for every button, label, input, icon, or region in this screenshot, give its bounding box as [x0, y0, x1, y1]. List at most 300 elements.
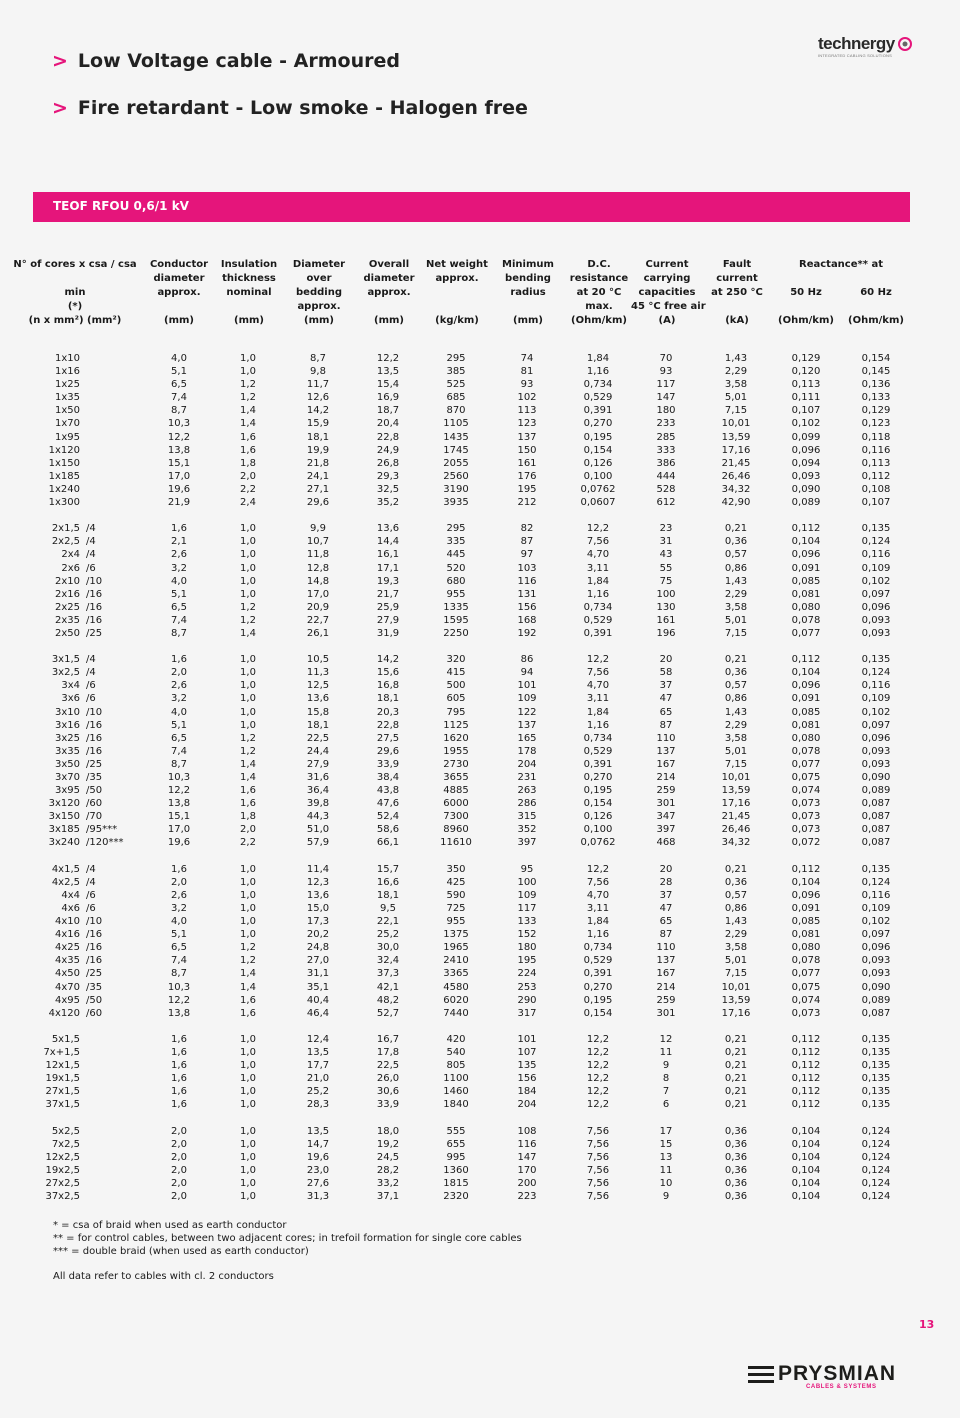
dc-resistance-cell: 12,2 [586, 1046, 610, 1058]
earth-csa: /50 [86, 994, 103, 1006]
bedding-diameter-cell: 20,2 [306, 929, 330, 941]
prysmian-bars-icon [748, 1366, 774, 1384]
bedding-diameter-cell: 36,4 [306, 785, 330, 797]
insulation-thickness-cell: 1,0 [240, 1125, 256, 1137]
technergy-logo-text: technergy [818, 34, 895, 53]
conductor-diameter-cell: 4,0 [171, 916, 187, 928]
net-weight-cell: 1375 [443, 929, 469, 941]
conductor-diameter-cell: 2,0 [171, 1177, 187, 1189]
insulation-thickness-cell: 1,0 [240, 523, 256, 535]
dc-resistance-cell: 0,0762 [580, 483, 616, 495]
fault-current-cell: 0,36 [724, 876, 748, 888]
reactance-60hz-cell: 0,124 [861, 1191, 891, 1202]
dc-resistance-cell: 0,126 [583, 811, 613, 823]
conductor-diameter-cell: 10,3 [167, 981, 191, 993]
reactance-60hz-cell: 0,124 [861, 1151, 891, 1163]
insulation-thickness-cell: 1,2 [240, 601, 256, 613]
net-weight-cell: 2250 [443, 627, 469, 639]
bending-radius-cell: 204 [517, 1099, 537, 1111]
dc-resistance-cell: 7,56 [586, 667, 610, 679]
conductor-diameter-cell: 2,6 [171, 549, 187, 561]
current-capacity-cell: 47 [659, 693, 673, 705]
insulation-thickness-cell: 1,2 [240, 392, 256, 404]
conductor-diameter-cell: 15,1 [167, 811, 191, 823]
cores-csa-cell [30, 915, 110, 928]
bending-radius-cell: 137 [517, 719, 537, 731]
reactance-60hz-cell: 0,116 [861, 444, 891, 456]
table-row [0, 836, 960, 849]
reactance-60hz-cell: 0,112 [861, 470, 891, 482]
reactance-60hz-cell: 0,124 [861, 536, 891, 548]
fault-current-cell: 34,32 [721, 837, 751, 849]
conductor-diameter-cell: 13,8 [167, 1007, 191, 1019]
reactance-50hz-cell: 0,081 [791, 929, 821, 941]
cores-csa: 37x1,5 [45, 1099, 80, 1111]
earth-csa: /10 [86, 706, 103, 718]
reactance-50hz-cell: 0,090 [791, 483, 821, 495]
fault-current-cell: 0,36 [724, 1125, 748, 1137]
table-row [0, 823, 960, 836]
dc-resistance-cell: 0,100 [583, 470, 613, 482]
fault-current-cell: 13,59 [721, 785, 751, 797]
fault-current-cell: 0,57 [724, 680, 748, 692]
net-weight-cell: 805 [446, 1060, 466, 1072]
reactance-60hz-cell: 0,135 [861, 1099, 891, 1111]
current-capacity-cell: 65 [659, 706, 673, 718]
cores-csa: 1x120 [48, 444, 80, 456]
fault-current-cell: 0,21 [724, 863, 748, 875]
column-header-line [841, 258, 911, 272]
table-row [0, 588, 960, 601]
reactance-50hz-cell: 0,096 [791, 889, 821, 901]
reactance-60hz-cell: 0,096 [861, 942, 891, 954]
column-header-line [10, 272, 140, 286]
table-row [0, 758, 960, 771]
insulation-thickness-cell: 1,2 [240, 745, 256, 757]
bedding-diameter-cell: 14,2 [306, 405, 330, 417]
reactance-50hz-cell: 0,112 [791, 1060, 821, 1072]
cores-csa-cell [30, 967, 110, 980]
conductor-diameter-cell: 1,6 [171, 863, 187, 875]
table-row [0, 378, 960, 391]
overall-diameter-cell: 29,3 [376, 470, 400, 482]
bedding-diameter-cell: 17,7 [306, 1060, 330, 1072]
net-weight-cell: 1100 [443, 1073, 469, 1085]
net-weight-cell: 2320 [443, 1191, 469, 1202]
bending-radius-cell: 113 [517, 405, 537, 417]
column-header-12 [841, 258, 911, 330]
reactance-50hz-cell: 0,073 [791, 811, 821, 823]
earth-csa: /60 [86, 1007, 103, 1019]
reactance-60hz-cell: 0,135 [861, 523, 891, 535]
conductor-diameter-cell: 2,0 [171, 1138, 187, 1150]
overall-diameter-cell: 28,2 [376, 1164, 400, 1176]
bending-radius-cell: 82 [520, 523, 534, 535]
dc-resistance-cell: 7,56 [586, 536, 610, 548]
net-weight-cell: 955 [446, 916, 466, 928]
cores-csa: 3x4 [61, 680, 80, 692]
current-capacity-cell: 233 [656, 418, 676, 430]
cores-csa-cell [30, 378, 110, 391]
bending-radius-cell: 131 [517, 588, 537, 600]
insulation-thickness-cell: 1,2 [240, 732, 256, 744]
table-row [0, 863, 960, 876]
insulation-thickness-cell: 1,0 [240, 680, 256, 692]
table-row [0, 1177, 960, 1190]
bending-radius-cell: 101 [517, 1033, 537, 1045]
column-header-line: Minimum [502, 259, 554, 270]
current-capacity-cell: 31 [659, 536, 673, 548]
cores-csa-cell [30, 679, 110, 692]
bedding-diameter-cell: 15,0 [306, 902, 330, 914]
fault-current-cell: 0,21 [724, 1046, 748, 1058]
conductor-diameter-cell: 7,4 [171, 955, 187, 967]
bending-radius-cell: 107 [517, 1046, 537, 1058]
cores-csa-cell [30, 404, 110, 417]
bending-radius-cell: 224 [517, 968, 537, 980]
reactance-60hz-cell: 0,124 [861, 876, 891, 888]
column-header-line: N° of cores x csa / csa [13, 259, 137, 270]
net-weight-cell: 605 [446, 693, 466, 705]
net-weight-cell: 4885 [443, 785, 469, 797]
technergy-logo-tagline: INTEGRATED CABLING SOLUTIONS [818, 53, 892, 58]
net-weight-cell: 295 [446, 523, 466, 535]
current-capacity-cell: 75 [659, 575, 673, 587]
fault-current-cell: 0,57 [724, 549, 748, 561]
bending-radius-cell: 156 [517, 601, 537, 613]
table-row [0, 1007, 960, 1020]
earth-csa: /35 [86, 772, 103, 783]
overall-diameter-cell: 22,8 [376, 431, 400, 443]
fault-current-cell: 2,29 [724, 929, 748, 941]
cores-csa: 2x2,5 [51, 536, 80, 548]
overall-diameter-cell: 33,9 [376, 1099, 400, 1111]
net-weight-cell: 995 [446, 1151, 466, 1163]
current-capacity-cell: 386 [656, 457, 676, 469]
reactance-60hz-cell: 0,135 [861, 1046, 891, 1058]
insulation-thickness-cell: 1,0 [240, 536, 256, 548]
insulation-thickness-cell: 1,2 [240, 955, 256, 967]
conductor-diameter-cell: 5,1 [171, 929, 187, 941]
reactance-50hz-cell: 0,102 [791, 418, 821, 430]
reactance-50hz-cell: 0,080 [791, 732, 821, 744]
reactance-60hz-cell: 0,123 [861, 418, 891, 430]
dc-resistance-cell: 1,84 [586, 575, 610, 587]
conductor-diameter-cell: 13,8 [167, 798, 191, 810]
insulation-thickness-cell: 1,0 [240, 1046, 256, 1058]
conductor-diameter-cell: 7,4 [171, 745, 187, 757]
fault-current-cell: 5,01 [724, 745, 748, 757]
reactance-60hz-cell: 0,108 [861, 483, 891, 495]
reactance-50hz-cell: 0,091 [791, 562, 821, 574]
column-header-line: resistance [569, 273, 629, 284]
cores-csa: 19x1,5 [45, 1073, 80, 1085]
cores-csa-cell [30, 889, 110, 902]
table-row [0, 941, 960, 954]
earth-csa: /10 [86, 916, 103, 928]
overall-diameter-cell: 52,4 [376, 811, 400, 823]
column-header-line: at 250 °C [711, 287, 763, 298]
column-header-line: Fault [722, 259, 752, 270]
bedding-diameter-cell: 27,9 [306, 758, 330, 770]
table-row [0, 876, 960, 889]
cores-csa: 12x1,5 [45, 1060, 80, 1072]
table-row [0, 954, 960, 967]
earth-csa: /4 [86, 654, 96, 666]
bedding-diameter-cell: 9,8 [310, 366, 326, 378]
cores-csa-cell [30, 653, 110, 666]
current-capacity-cell: 528 [656, 483, 676, 495]
conductor-diameter-cell: 10,3 [167, 772, 191, 783]
fault-current-cell: 21,45 [721, 811, 751, 823]
overall-diameter-cell: 19,2 [376, 1138, 400, 1150]
conductor-diameter-cell: 3,2 [171, 902, 187, 914]
bedding-diameter-cell: 24,8 [306, 942, 330, 954]
conductor-diameter-cell: 12,2 [167, 431, 191, 443]
conductor-diameter-cell: 2,1 [171, 536, 187, 548]
bedding-diameter-cell: 10,7 [306, 536, 330, 548]
dc-resistance-cell: 0,529 [583, 614, 613, 626]
column-header-5 [421, 258, 493, 330]
column-unit: (A) [658, 315, 676, 326]
reactance-50hz-cell: 0,104 [791, 1164, 821, 1176]
bedding-diameter-cell: 27,1 [306, 483, 330, 495]
insulation-thickness-cell: 1,2 [240, 942, 256, 954]
net-weight-cell: 555 [446, 1125, 466, 1137]
conductor-diameter-cell: 1,6 [171, 1046, 187, 1058]
reactance-60hz-cell: 0,124 [861, 1164, 891, 1176]
overall-diameter-cell: 14,2 [376, 654, 400, 666]
reactance-60hz-cell: 0,118 [861, 431, 891, 443]
cores-csa: 1x150 [48, 457, 80, 469]
overall-diameter-cell: 16,6 [376, 876, 400, 888]
conductor-diameter-cell: 4,0 [171, 575, 187, 587]
bedding-diameter-cell: 11,3 [306, 667, 330, 679]
overall-diameter-cell: 19,3 [376, 575, 400, 587]
current-capacity-cell: 161 [656, 614, 676, 626]
insulation-thickness-cell: 1,0 [240, 1191, 256, 1202]
cores-csa: 3x35 [54, 745, 80, 757]
bending-radius-cell: 317 [517, 1007, 537, 1019]
insulation-thickness-cell: 1,6 [240, 431, 256, 443]
table-row [0, 417, 960, 430]
cores-csa-cell [30, 1007, 110, 1020]
bedding-diameter-cell: 12,8 [306, 562, 330, 574]
cores-csa-cell [30, 1072, 110, 1085]
insulation-thickness-cell: 1,0 [240, 1099, 256, 1111]
overall-diameter-cell: 26,0 [376, 1073, 400, 1085]
conductor-diameter-cell: 1,6 [171, 523, 187, 535]
group-gap [0, 640, 960, 653]
cores-csa: 4x4 [61, 889, 80, 901]
reactance-50hz-cell: 0,112 [791, 1033, 821, 1045]
reactance-50hz-cell: 0,080 [791, 601, 821, 613]
fault-current-cell: 0,36 [724, 1191, 748, 1202]
cores-csa-cell [30, 614, 110, 627]
cores-csa: 1x240 [48, 483, 80, 495]
current-capacity-cell: 137 [656, 955, 676, 967]
reactance-60hz-cell: 0,109 [861, 693, 891, 705]
column-header-line: Reactance** at [799, 259, 883, 270]
earth-csa: /70 [86, 811, 103, 823]
overall-diameter-cell: 32,5 [376, 483, 400, 495]
dc-resistance-cell: 7,56 [586, 876, 610, 888]
dc-resistance-cell: 0,100 [583, 824, 613, 836]
cores-csa: 1x10 [54, 353, 80, 364]
bending-radius-cell: 97 [520, 549, 534, 561]
dc-resistance-cell: 0,391 [583, 758, 613, 770]
reactance-50hz-cell: 0,075 [791, 981, 821, 993]
reactance-60hz-cell: 0,102 [861, 706, 891, 718]
conductor-diameter-cell: 15,1 [167, 457, 191, 469]
reactance-50hz-cell: 0,104 [791, 1151, 821, 1163]
reactance-50hz-cell: 0,112 [791, 654, 821, 666]
bending-radius-cell: 135 [517, 1060, 537, 1072]
column-header-line: bedding [296, 287, 342, 298]
net-weight-cell: 3935 [443, 497, 469, 509]
reactance-50hz-cell: 0,112 [791, 523, 821, 535]
cores-csa: 4x16 [54, 929, 80, 941]
reactance-60hz-cell: 0,109 [861, 562, 891, 574]
bending-radius-cell: 397 [517, 837, 537, 849]
overall-diameter-cell: 16,9 [376, 392, 400, 404]
insulation-thickness-cell: 1,2 [240, 614, 256, 626]
net-weight-cell: 320 [446, 654, 466, 666]
current-capacity-cell: 93 [659, 366, 673, 378]
cores-csa: 4x70 [54, 981, 80, 993]
column-header-0 [10, 258, 140, 330]
cores-csa: 3x1,5 [51, 654, 80, 666]
bedding-diameter-cell: 17,3 [306, 916, 330, 928]
table-row [0, 575, 960, 588]
conductor-diameter-cell: 1,6 [171, 1086, 187, 1098]
earth-csa: /60 [86, 798, 103, 810]
cores-csa: 1x16 [54, 366, 80, 378]
reactance-60hz-cell: 0,135 [861, 1086, 891, 1098]
current-capacity-cell: 147 [656, 392, 676, 404]
conductor-diameter-cell: 1,6 [171, 654, 187, 666]
insulation-thickness-cell: 1,4 [240, 418, 256, 430]
conductor-diameter-cell: 1,6 [171, 1073, 187, 1085]
cores-csa: 1x95 [54, 431, 80, 443]
dc-resistance-cell: 1,16 [586, 366, 610, 378]
fault-current-cell: 0,36 [724, 1138, 748, 1150]
dc-resistance-cell: 3,11 [586, 902, 610, 914]
title-arrow-2: > [52, 97, 68, 119]
product-banner [33, 192, 910, 222]
fault-current-cell: 1,43 [724, 575, 748, 587]
bedding-diameter-cell: 8,7 [310, 353, 326, 364]
cores-csa: 1x70 [54, 418, 80, 430]
current-capacity-cell: 6 [662, 1099, 670, 1111]
overall-diameter-cell: 48,2 [376, 994, 400, 1006]
dc-resistance-cell: 12,2 [586, 654, 610, 666]
dc-resistance-cell: 0,154 [583, 798, 613, 810]
cores-csa: 4x50 [54, 968, 80, 980]
column-header-line [771, 272, 841, 286]
fault-current-cell: 0,57 [724, 889, 748, 901]
conductor-diameter-cell: 2,6 [171, 680, 187, 692]
bending-radius-cell: 290 [517, 994, 537, 1006]
reactance-50hz-cell: 0,094 [791, 457, 821, 469]
insulation-thickness-cell: 1,0 [240, 693, 256, 705]
cores-csa: 3x95 [54, 785, 80, 797]
reactance-50hz-cell: 0,078 [791, 614, 821, 626]
bedding-diameter-cell: 11,8 [306, 549, 330, 561]
current-capacity-cell: 612 [656, 497, 676, 509]
cores-csa: 4x25 [54, 942, 80, 954]
fault-current-cell: 1,43 [724, 706, 748, 718]
cores-csa: 4x10 [54, 916, 80, 928]
earth-csa: /6 [86, 680, 96, 692]
cores-csa-cell [30, 941, 110, 954]
bedding-diameter-cell: 20,9 [306, 601, 330, 613]
cores-csa-cell [30, 575, 110, 588]
reactance-60hz-cell: 0,093 [861, 614, 891, 626]
conductor-diameter-cell: 8,7 [171, 627, 187, 639]
bending-radius-cell: 109 [517, 889, 537, 901]
fault-current-cell: 7,15 [724, 627, 748, 639]
bending-radius-cell: 212 [517, 497, 537, 509]
net-weight-cell: 6020 [443, 994, 469, 1006]
bedding-diameter-cell: 24,1 [306, 470, 330, 482]
overall-diameter-cell: 16,8 [376, 680, 400, 692]
cores-csa: 1x300 [48, 497, 80, 509]
earth-csa: /16 [86, 955, 103, 967]
conductor-diameter-cell: 2,0 [171, 876, 187, 888]
table-row [0, 732, 960, 745]
earth-csa: /10 [86, 575, 103, 587]
bedding-diameter-cell: 35,1 [306, 981, 330, 993]
table-row [0, 1059, 960, 1072]
column-header-line: Net weight [426, 259, 488, 270]
column-header-line: Current [645, 259, 689, 270]
earth-csa: /6 [86, 902, 96, 914]
bending-radius-cell: 122 [517, 706, 537, 718]
bending-radius-cell: 168 [517, 614, 537, 626]
reactance-50hz-cell: 0,093 [791, 470, 821, 482]
current-capacity-cell: 301 [656, 798, 676, 810]
cores-csa: 37x2,5 [45, 1191, 80, 1202]
table-row [0, 1190, 960, 1203]
bedding-diameter-cell: 13,5 [306, 1046, 330, 1058]
reactance-50hz-cell: 0,104 [791, 1138, 821, 1150]
overall-diameter-cell: 25,2 [376, 929, 400, 941]
overall-diameter-cell: 22,8 [376, 719, 400, 731]
bending-radius-cell: 192 [517, 627, 537, 639]
dc-resistance-cell: 1,16 [586, 929, 610, 941]
fault-current-cell: 7,15 [724, 968, 748, 980]
reactance-50hz-cell: 0,075 [791, 772, 821, 783]
cores-csa: 19x2,5 [45, 1164, 80, 1176]
dc-resistance-cell: 0,391 [583, 968, 613, 980]
bedding-diameter-cell: 51,0 [306, 824, 330, 836]
earth-csa: /25 [86, 758, 103, 770]
bedding-diameter-cell: 31,6 [306, 772, 330, 783]
overall-diameter-cell: 24,5 [376, 1151, 400, 1163]
bedding-diameter-cell: 44,3 [306, 811, 330, 823]
cores-csa-cell [30, 1125, 110, 1138]
cores-csa-cell [30, 836, 124, 849]
cores-csa-cell [30, 601, 110, 614]
current-capacity-cell: 117 [656, 379, 676, 391]
conductor-diameter-cell: 4,0 [171, 706, 187, 718]
cores-csa: 4x1,5 [51, 863, 80, 875]
table-row [0, 719, 960, 732]
overall-diameter-cell: 52,7 [376, 1007, 400, 1019]
column-unit: (mm) [164, 315, 194, 326]
current-capacity-cell: 259 [656, 785, 676, 797]
